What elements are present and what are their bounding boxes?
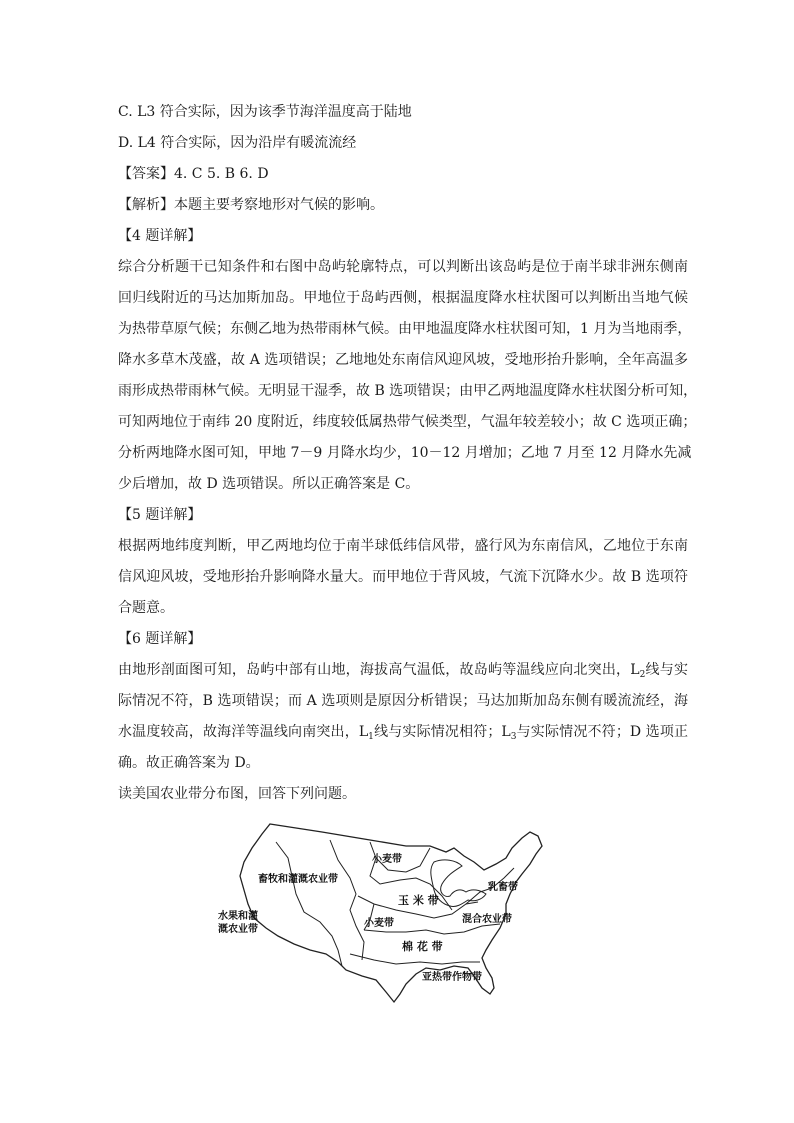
q6-line-1-a: 由地形剖面图可知，岛屿中部有山地，海拔高气温低，故岛屿等温线应向北突出，L	[118, 662, 640, 678]
q6-line-3	[118, 722, 688, 747]
q6-line-1-b: 线与实	[645, 662, 689, 678]
subscript-3: 3	[510, 732, 517, 742]
label-ranching-irrigation-belt: 畜牧和灌溉农业带	[258, 874, 338, 885]
q6-line-2: 际情况不符，B 选项错误；而 A 选项则是原因分析错误；马达加斯加岛东侧有暖流流经，海	[118, 693, 688, 709]
label-wheat-belt-north: 小麦带	[372, 854, 402, 865]
q6-line-1	[118, 660, 688, 685]
great-lakes	[431, 860, 486, 907]
heading-q4: 【4 题详解】	[118, 228, 202, 244]
option-d: D. L4 符合实际，因为沿岸有暖流流经	[118, 135, 357, 151]
answer-line: 【答案】4. C 5. B 6. D	[118, 166, 269, 182]
q4-line-2: 回归线附近的马达加斯加岛。甲地位于岛屿西侧，根据温度降水柱状图可以判断出当地气候	[118, 290, 688, 306]
heading-q6: 【6 题详解】	[118, 631, 202, 647]
label-cotton-belt: 棉 花 带	[402, 940, 443, 953]
q5-line-1: 根据两地纬度判断，甲乙两地均位于南半球低纬信风带，盛行风为东南信风，乙地位于东南	[118, 538, 688, 554]
label-mixed-farming-belt: 混合农业带	[462, 914, 512, 925]
label-subtropical-crop-belt: 亚热带作物带	[422, 972, 482, 983]
boundary-west	[276, 842, 342, 966]
q4-line-6: 可知两地位于南纬 20 度附近，纬度较低属热带气候类型，气温年较差较小；故 C 选项正确；	[118, 414, 697, 430]
subscript-2: 2	[639, 670, 646, 680]
q4-line-3: 为热带草原气候；东侧乙地为热带雨林气候。由甲地温度降水柱状图可知，1 月为当地雨季，	[118, 321, 692, 337]
q6-line-3-c: 与实际情况不符；D 选项正	[516, 724, 689, 740]
q4-line-5: 雨形成热带雨林气候。无明显干湿季，故 B 选项错误；由甲乙两地温度降水柱状图分析可知，	[118, 383, 698, 399]
label-corn-belt: 玉 米 带	[398, 894, 439, 907]
label-fruit-belt-line-1: 水果和灌	[218, 911, 258, 922]
boundary-subtropical	[350, 954, 480, 964]
subscript-1: 1	[368, 732, 374, 742]
q6-line-4: 确。故正确答案为 D。	[118, 755, 260, 771]
us-agricultural-belts-map	[218, 818, 560, 1013]
label-wheat-belt-south: 小麦带	[364, 918, 394, 929]
q5-line-3: 合题意。	[118, 600, 174, 616]
map-question-prompt: 读美国农业带分布图，回答下列问题。	[118, 786, 356, 802]
heading-q5: 【5 题详解】	[118, 507, 202, 523]
q6-line-3-a: 水温度较高，故海洋等温线向南突出，L	[118, 724, 369, 740]
label-dairy-belt: 乳畜带	[488, 882, 518, 893]
label-fruit-belt-line-2: 溉农业带	[218, 924, 258, 935]
q5-line-2: 信风迎风坡，受地形抬升影响降水量大。而甲地位于背风坡，气流下沉降水少。故 B 选项符	[118, 569, 688, 585]
analysis-intro: 【解析】本题主要考察地形对气候的影响。	[118, 197, 384, 213]
q4-line-1: 综合分析题干已知条件和右图中岛屿轮廓特点，可以判断出该岛屿是位于南半球非洲东侧南	[118, 259, 688, 275]
us-outline	[240, 824, 542, 1002]
option-c: C. L3 符合实际，因为该季节海洋温度高于陆地	[118, 104, 412, 120]
q4-line-8: 少后增加，故 D 选项错误。所以正确答案是 C。	[118, 476, 420, 492]
q4-line-7: 分析两地降水图可知，甲地 7－9 月降水均少，10－12 月增加；乙地 7 月至 12 月降水先减	[118, 445, 692, 461]
q6-line-3-b: 线与实际情况相符；L	[373, 724, 511, 740]
q4-line-4: 降水多草木茂盛，故 A 选项错误；乙地地处东南信风迎风坡，受地形抬升影响，全年高温多	[118, 352, 688, 368]
